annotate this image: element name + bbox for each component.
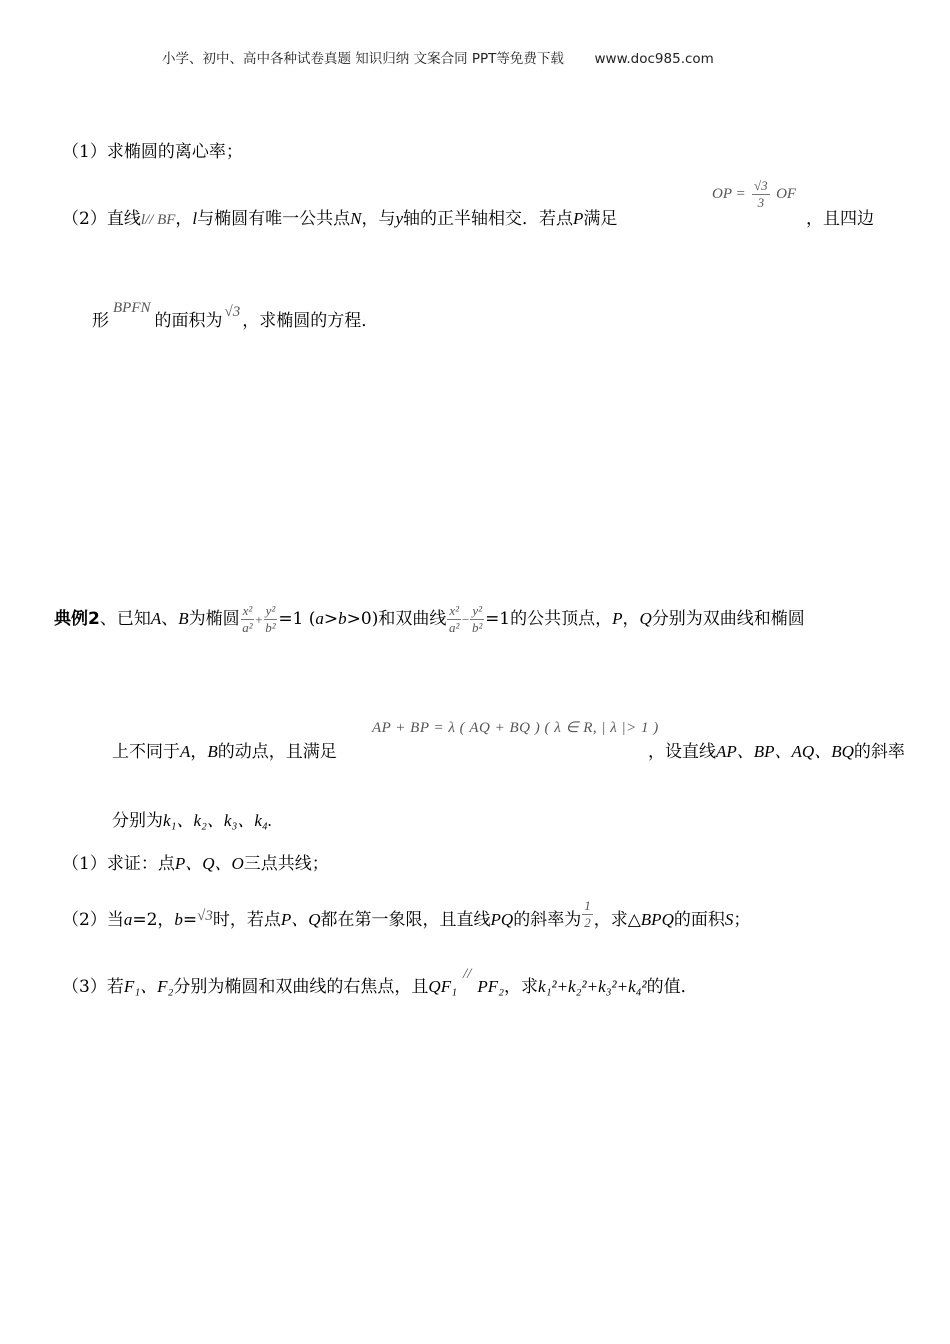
problem1-q1: （1）求椭圆的离心率； xyxy=(62,142,243,162)
e2q2-d: 的斜率为 xyxy=(513,910,582,930)
e2q2-g: ； xyxy=(733,910,751,930)
e2q3-sum: k₁²+k₂²+k₃²+k₄² xyxy=(538,977,647,996)
q2-op-equation xyxy=(712,178,796,211)
e2q2-bv: b xyxy=(174,910,183,929)
l2-d: 的斜率 xyxy=(853,742,905,762)
l2-a: 上不同于 xyxy=(112,742,180,762)
e2q3-c: ，求 xyxy=(504,977,539,997)
problem1-q2-line2 xyxy=(92,300,379,331)
half-den: 2 xyxy=(584,915,591,930)
problem1-q2-line1 xyxy=(62,204,617,229)
hyperbola-y-term xyxy=(470,603,484,636)
hyp-x: x² xyxy=(449,603,460,618)
e2q2-pq: PQ xyxy=(490,910,514,929)
ex-B: B xyxy=(178,609,189,628)
e2q2-av: a xyxy=(123,910,133,929)
e2q2-pts: P、Q xyxy=(280,910,321,929)
frac-den: 3 xyxy=(757,195,765,210)
ex-t1: 已知 xyxy=(116,609,151,629)
op-lhs: OP = xyxy=(712,186,746,202)
q2-line-expr: l// BF xyxy=(140,212,176,228)
e2q2-f: 的面积 xyxy=(673,910,725,930)
example2-q3 xyxy=(62,966,698,997)
ellipse-y-term xyxy=(264,603,278,636)
ell-x: x² xyxy=(242,603,253,618)
cond-b: b xyxy=(338,609,347,628)
header-text: 小学、初中、高中各种试卷真题 知识归纳 文案合同 PPT等免费下载 xyxy=(162,51,564,67)
ell-y: y² xyxy=(265,603,276,618)
quad-bpfn: BPFN xyxy=(113,300,151,316)
half-num: 1 xyxy=(584,898,591,913)
ex-Q: Q xyxy=(639,609,652,628)
e2q2-e: ，求△ xyxy=(593,910,641,930)
e2q2-a: （2）当 xyxy=(62,910,124,930)
area-sqrt3: √3 xyxy=(224,304,241,320)
e2q3-a: （3）若 xyxy=(62,977,124,997)
cond-end: >0) xyxy=(346,609,379,629)
q2-line1-end: ，且四边 xyxy=(806,209,874,229)
q2-text: 与椭圆有唯一公共点 xyxy=(197,209,351,229)
e2q3-d: 的值． xyxy=(646,977,698,997)
l2-comma: ， xyxy=(190,742,208,762)
l2-c: ，设直线 xyxy=(648,742,716,762)
e2q2-b: 时，若点 xyxy=(212,910,281,930)
ex-t5: 分别为双曲线和椭圆 xyxy=(651,609,805,629)
example-label: 典例 xyxy=(54,609,88,629)
e2q2-bval: √3 xyxy=(197,908,213,924)
q2-l2-b: 的面积为 xyxy=(154,311,223,331)
hyperbola-x-term xyxy=(447,603,461,636)
q2-l2-c: ，求椭圆的方程． xyxy=(242,311,379,331)
example2-line2 xyxy=(112,737,337,762)
ex-t3: 和双曲线 xyxy=(378,609,447,629)
q2-comma: ， xyxy=(175,209,193,229)
l3-a: 分别为 xyxy=(112,811,163,831)
e2q2-c: 都在第一象限，且直线 xyxy=(320,910,491,930)
ex-t2: 为椭圆 xyxy=(188,609,240,629)
cond-gt: > xyxy=(323,609,339,629)
e2q2-aeq: =2， xyxy=(132,910,175,930)
vector-equation: AP + BP = λ ( AQ + BQ ) ( λ ∈ R, | λ |> 1 ) xyxy=(372,720,659,736)
example2-q2 xyxy=(62,898,751,937)
e2q1-a: （1）求证：点 xyxy=(62,854,175,874)
example2-line1 xyxy=(54,603,805,636)
e2q3-f: F₁、F₂ xyxy=(123,977,174,996)
e2q3-b: 分别为椭圆和双曲线的右焦点，且 xyxy=(173,977,429,997)
e2q1-pts: P、Q、O xyxy=(174,854,244,873)
q2-text4: 满足 xyxy=(583,209,618,229)
ell-b: b² xyxy=(265,620,276,635)
e2q2-bpq: BPQ xyxy=(640,910,674,929)
e2q3-parallel: // xyxy=(463,966,472,982)
q2-l: l xyxy=(192,209,198,228)
l2-B: B xyxy=(207,742,218,761)
hyp-a: a² xyxy=(449,620,460,635)
e2q2-beq: = xyxy=(182,910,198,930)
header-site-link[interactable]: www.doc985.com xyxy=(594,51,714,67)
q2-text3: 轴的正半轴相交．若点 xyxy=(403,209,574,229)
sqrt3-over-3 xyxy=(752,178,770,211)
q2-prefix: （2）直线 xyxy=(62,209,141,229)
e2q3-qf: QF₁ xyxy=(428,977,457,996)
ell-plus: + xyxy=(255,612,263,627)
ex-A: A xyxy=(150,609,162,628)
ex-sep: 、 xyxy=(99,609,117,629)
e2q2-S: S xyxy=(724,910,734,929)
ell-eq: =1 ( xyxy=(278,609,316,629)
l3-k: k₁、k₂、k₃、k₄. xyxy=(163,811,273,830)
header-banner xyxy=(162,47,714,67)
ex-dun1: 、 xyxy=(161,609,179,629)
frac-num: √3 xyxy=(754,178,768,193)
slope-half xyxy=(582,898,593,931)
example2-line3 xyxy=(112,806,272,831)
ell-a: a² xyxy=(242,620,253,635)
example2-line2-end xyxy=(648,737,905,762)
cond-a: a xyxy=(315,609,324,628)
e2q1-end: 三点共线； xyxy=(243,854,329,874)
q2-l2-a: 形 xyxy=(92,311,109,331)
ex-P: P xyxy=(612,609,623,628)
e2q3-pf: PF₂ xyxy=(477,977,505,996)
q2-text2: ，与 xyxy=(361,209,396,229)
hyp-b: b² xyxy=(472,620,483,635)
q2-N: N xyxy=(350,209,362,228)
q2-y: y xyxy=(395,209,404,228)
example2-q1 xyxy=(62,849,329,874)
ex-comma: ， xyxy=(622,609,640,629)
q2-P: P xyxy=(573,209,584,228)
l2-lines: AP、BP、AQ、BQ xyxy=(716,742,854,761)
ellipse-x-term xyxy=(241,603,255,636)
ex-t4: 的公共顶点， xyxy=(510,609,613,629)
l2-b: 的动点，且满足 xyxy=(217,742,337,762)
hyp-eq: =1 xyxy=(485,609,511,629)
hyp-y: y² xyxy=(472,603,483,618)
hyp-minus: − xyxy=(462,612,470,627)
l2-A: A xyxy=(180,742,191,761)
op-rhs: OF xyxy=(776,186,797,202)
example-number: 2 xyxy=(88,609,100,629)
